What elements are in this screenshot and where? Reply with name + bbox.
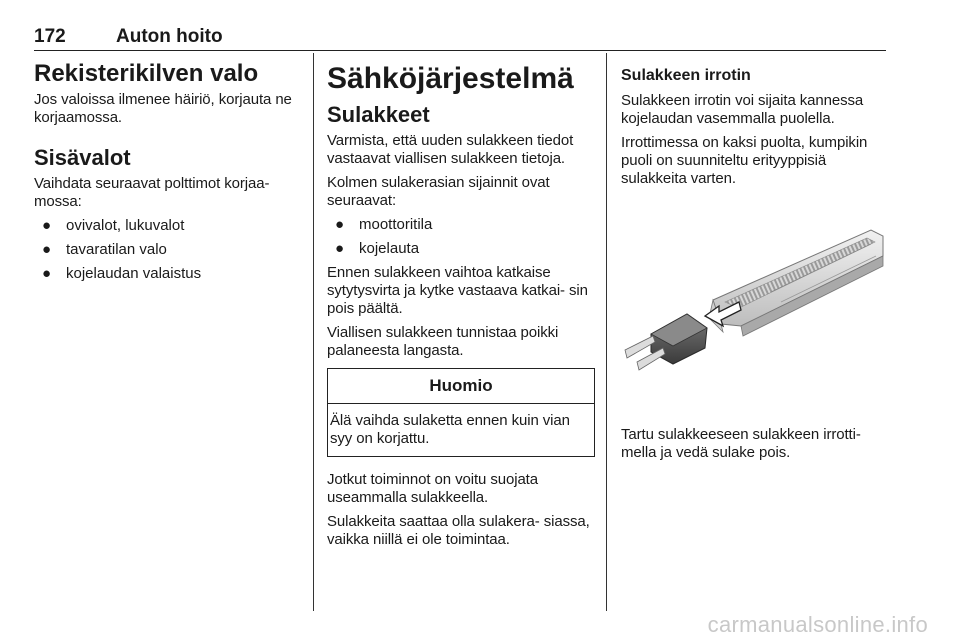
page-header: [34, 26, 886, 51]
bullet-icon: ●: [42, 217, 52, 234]
note-body: [328, 404, 594, 456]
fuse-puller: [709, 230, 883, 336]
page-number: 172: [34, 26, 66, 47]
list-item: ● tavaratilan valo: [42, 241, 167, 258]
column-divider: [313, 53, 314, 611]
section-title: Auton hoito: [116, 26, 223, 47]
bullet-icon: ●: [335, 216, 345, 233]
list-item: ● ovivalot, lukuvalot: [42, 217, 185, 234]
list-item: ● kojelauta: [335, 240, 420, 257]
bullet-icon: ●: [42, 241, 52, 258]
heading-interior-lights: Sisävalot: [34, 145, 131, 170]
paragraph: Varmista, että uuden sulakkeen tiedot vastaavat viallisen sulakkeen tietoja.: [327, 132, 574, 167]
column-middle: [327, 58, 595, 555]
heading-license-plate-light: Rekisterikilven valo: [34, 60, 259, 87]
heading-fuses: Sulakkeet: [327, 102, 430, 127]
paragraph: Sulakkeita saattaa olla sulakera- siassa, vaikka niillä ei ole toimintaa.: [327, 513, 590, 548]
list-item: ● moottoritila: [335, 216, 433, 233]
bullet-list: [327, 216, 595, 258]
paragraph: Irrottimessa on kaksi puolta, kumpikin puoli on suunniteltu erityyppisiä sulakkeita varten.: [621, 134, 868, 187]
fuse-puller-illustration: [621, 222, 889, 402]
bullet-list: [34, 217, 296, 283]
paragraph: Sulakkeen irrotin voi sijaita kannessa kojelaudan vasemmalla puolella.: [621, 92, 864, 127]
heading-fuse-puller: Sulakkeen irrotin: [621, 67, 751, 84]
note-text: Älä vaihda sulaketta ennen kuin vian syy on korjattu.: [330, 412, 570, 447]
paragraph: Viallisen sulakkeen tunnistaa poikki palaneesta langasta.: [327, 324, 559, 359]
paragraph: Vaihdata seuraavat polttimot korjaa- mossa:: [34, 175, 270, 210]
paragraph: Tartu sulakkeeseen sulakkeen irrotti- mella ja vedä sulake pois.: [621, 426, 861, 461]
note-box: [327, 368, 595, 457]
paragraph: Ennen sulakkeen vaihtoa katkaise sytytysvirta ja kytke vastaava katkai- sin pois päältä.: [327, 264, 588, 317]
paragraph: Jos valoissa ilmenee häiriö, korjauta ne korjaamossa.: [34, 91, 292, 126]
bullet-icon: ●: [335, 240, 345, 257]
note-title: Huomio: [328, 369, 594, 404]
heading-electrical-system: Sähköjärjestelmä: [327, 62, 574, 95]
bullet-icon: ●: [42, 265, 52, 282]
column-left: [34, 58, 296, 289]
list-item: ● kojelaudan valaistus: [42, 265, 202, 282]
watermark: carmanualsonline.info: [707, 612, 928, 637]
fuse-icon: [625, 314, 707, 370]
paragraph: Kolmen sulakerasian sijainnit ovat seuraavat:: [327, 174, 550, 209]
paragraph: Jotkut toiminnot on voitu suojata useammalla sulakkeella.: [327, 471, 538, 506]
column-divider: [606, 53, 607, 611]
